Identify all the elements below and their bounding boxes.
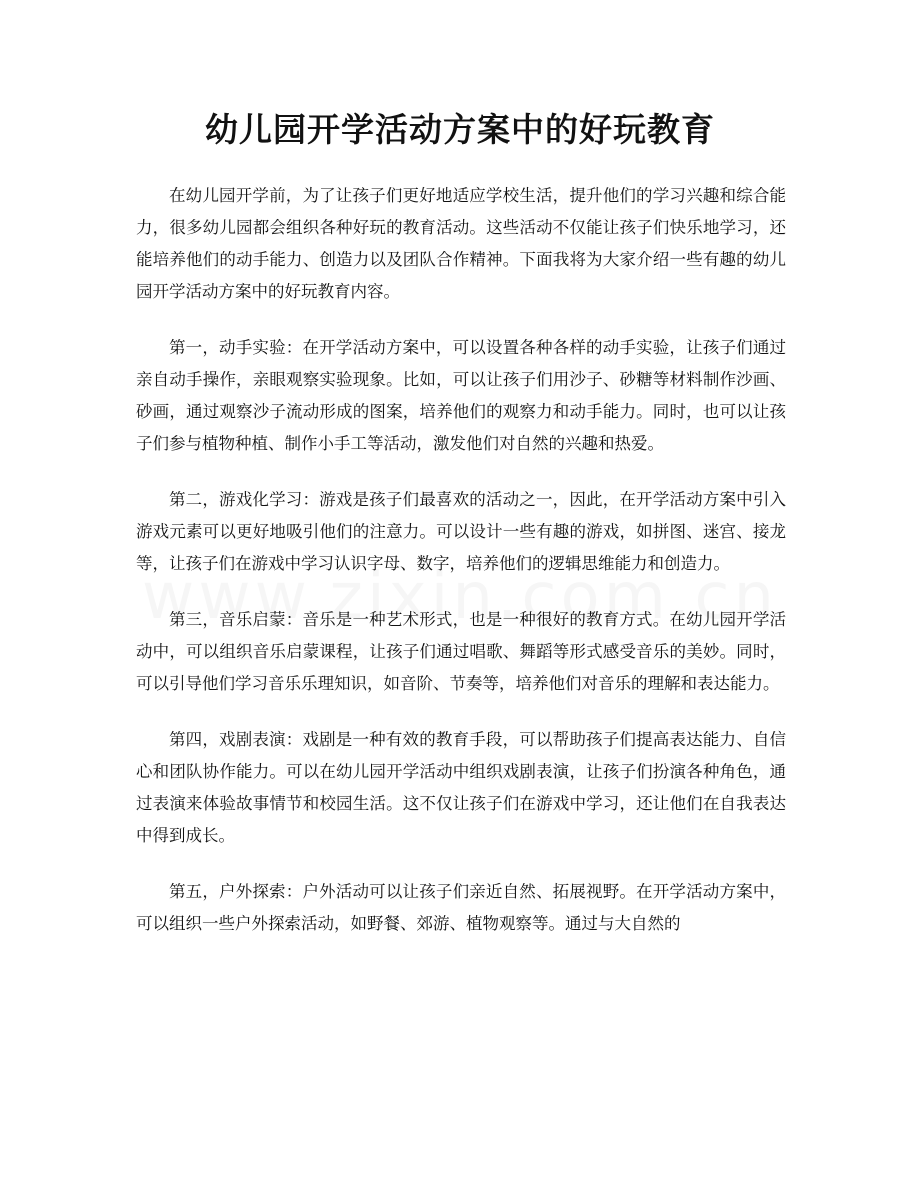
paragraph-drama-performance: 第四，戏剧表演：戏剧是一种有效的教育手段，可以帮助孩子们提高表达能力、自信心和团队协作能力。可以在幼儿园开学活动中组织戏剧表演，让孩子们扮演各种角色，通过表演来体验故事情节和校园生活。这不仅让孩子们在游戏中学习，还让他们在自我表达中得到成长。	[136, 730, 786, 845]
document-body	[136, 180, 786, 964]
paragraph-outdoor-exploration: 第五，户外探索：户外活动可以让孩子们亲近自然、拓展视野。在开学活动方案中，可以组织一些户外探索活动，如野餐、郊游、植物观察等。通过与大自然的	[136, 882, 786, 933]
paragraph-game-learning: 第二，游戏化学习：游戏是孩子们最喜欢的活动之一，因此，在开学活动方案中引入游戏元素可以更好地吸引他们的注意力。可以设计一些有趣的游戏，如拼图、迷宫、接龙等，让孩子们在游戏中学习认识字母、数字，培养他们的逻辑思维能力和创造力。	[136, 490, 786, 573]
paragraph-intro: 在幼儿园开学前，为了让孩子们更好地适应学校生活，提升他们的学习兴趣和综合能力，很多幼儿园都会组织各种好玩的教育活动。这些活动不仅能让孩子们快乐地学习，还能培养他们的动手能力、创造力以及团队合作精神。下面我将为大家介绍一些有趣的幼儿园开学活动方案中的好玩教育内容。	[136, 186, 786, 301]
paragraph-hands-on-experiments: 第一，动手实验：在开学活动方案中，可以设置各种各样的动手实验，让孩子们通过亲自动手操作，亲眼观察实验现象。比如，可以让孩子们用沙子、砂糖等材料制作沙画、砂画，通过观察沙子流动形成的图案，培养他们的观察力和动手能力。同时，也可以让孩子们参与植物种植、制作小手工等活动，激发他们对自然的兴趣和热爱。	[136, 338, 786, 453]
paragraph-music-enlightenment: 第三，音乐启蒙：音乐是一种艺术形式，也是一种很好的教育方式。在幼儿园开学活动中，可以组织音乐启蒙课程，让孩子们通过唱歌、舞蹈等形式感受音乐的美妙。同时，可以引导他们学习音乐乐理知识，如音阶、节奏等，培养他们对音乐的理解和表达能力。	[136, 610, 786, 693]
document-title: 幼儿园开学活动方案中的好玩教育	[205, 110, 715, 149]
